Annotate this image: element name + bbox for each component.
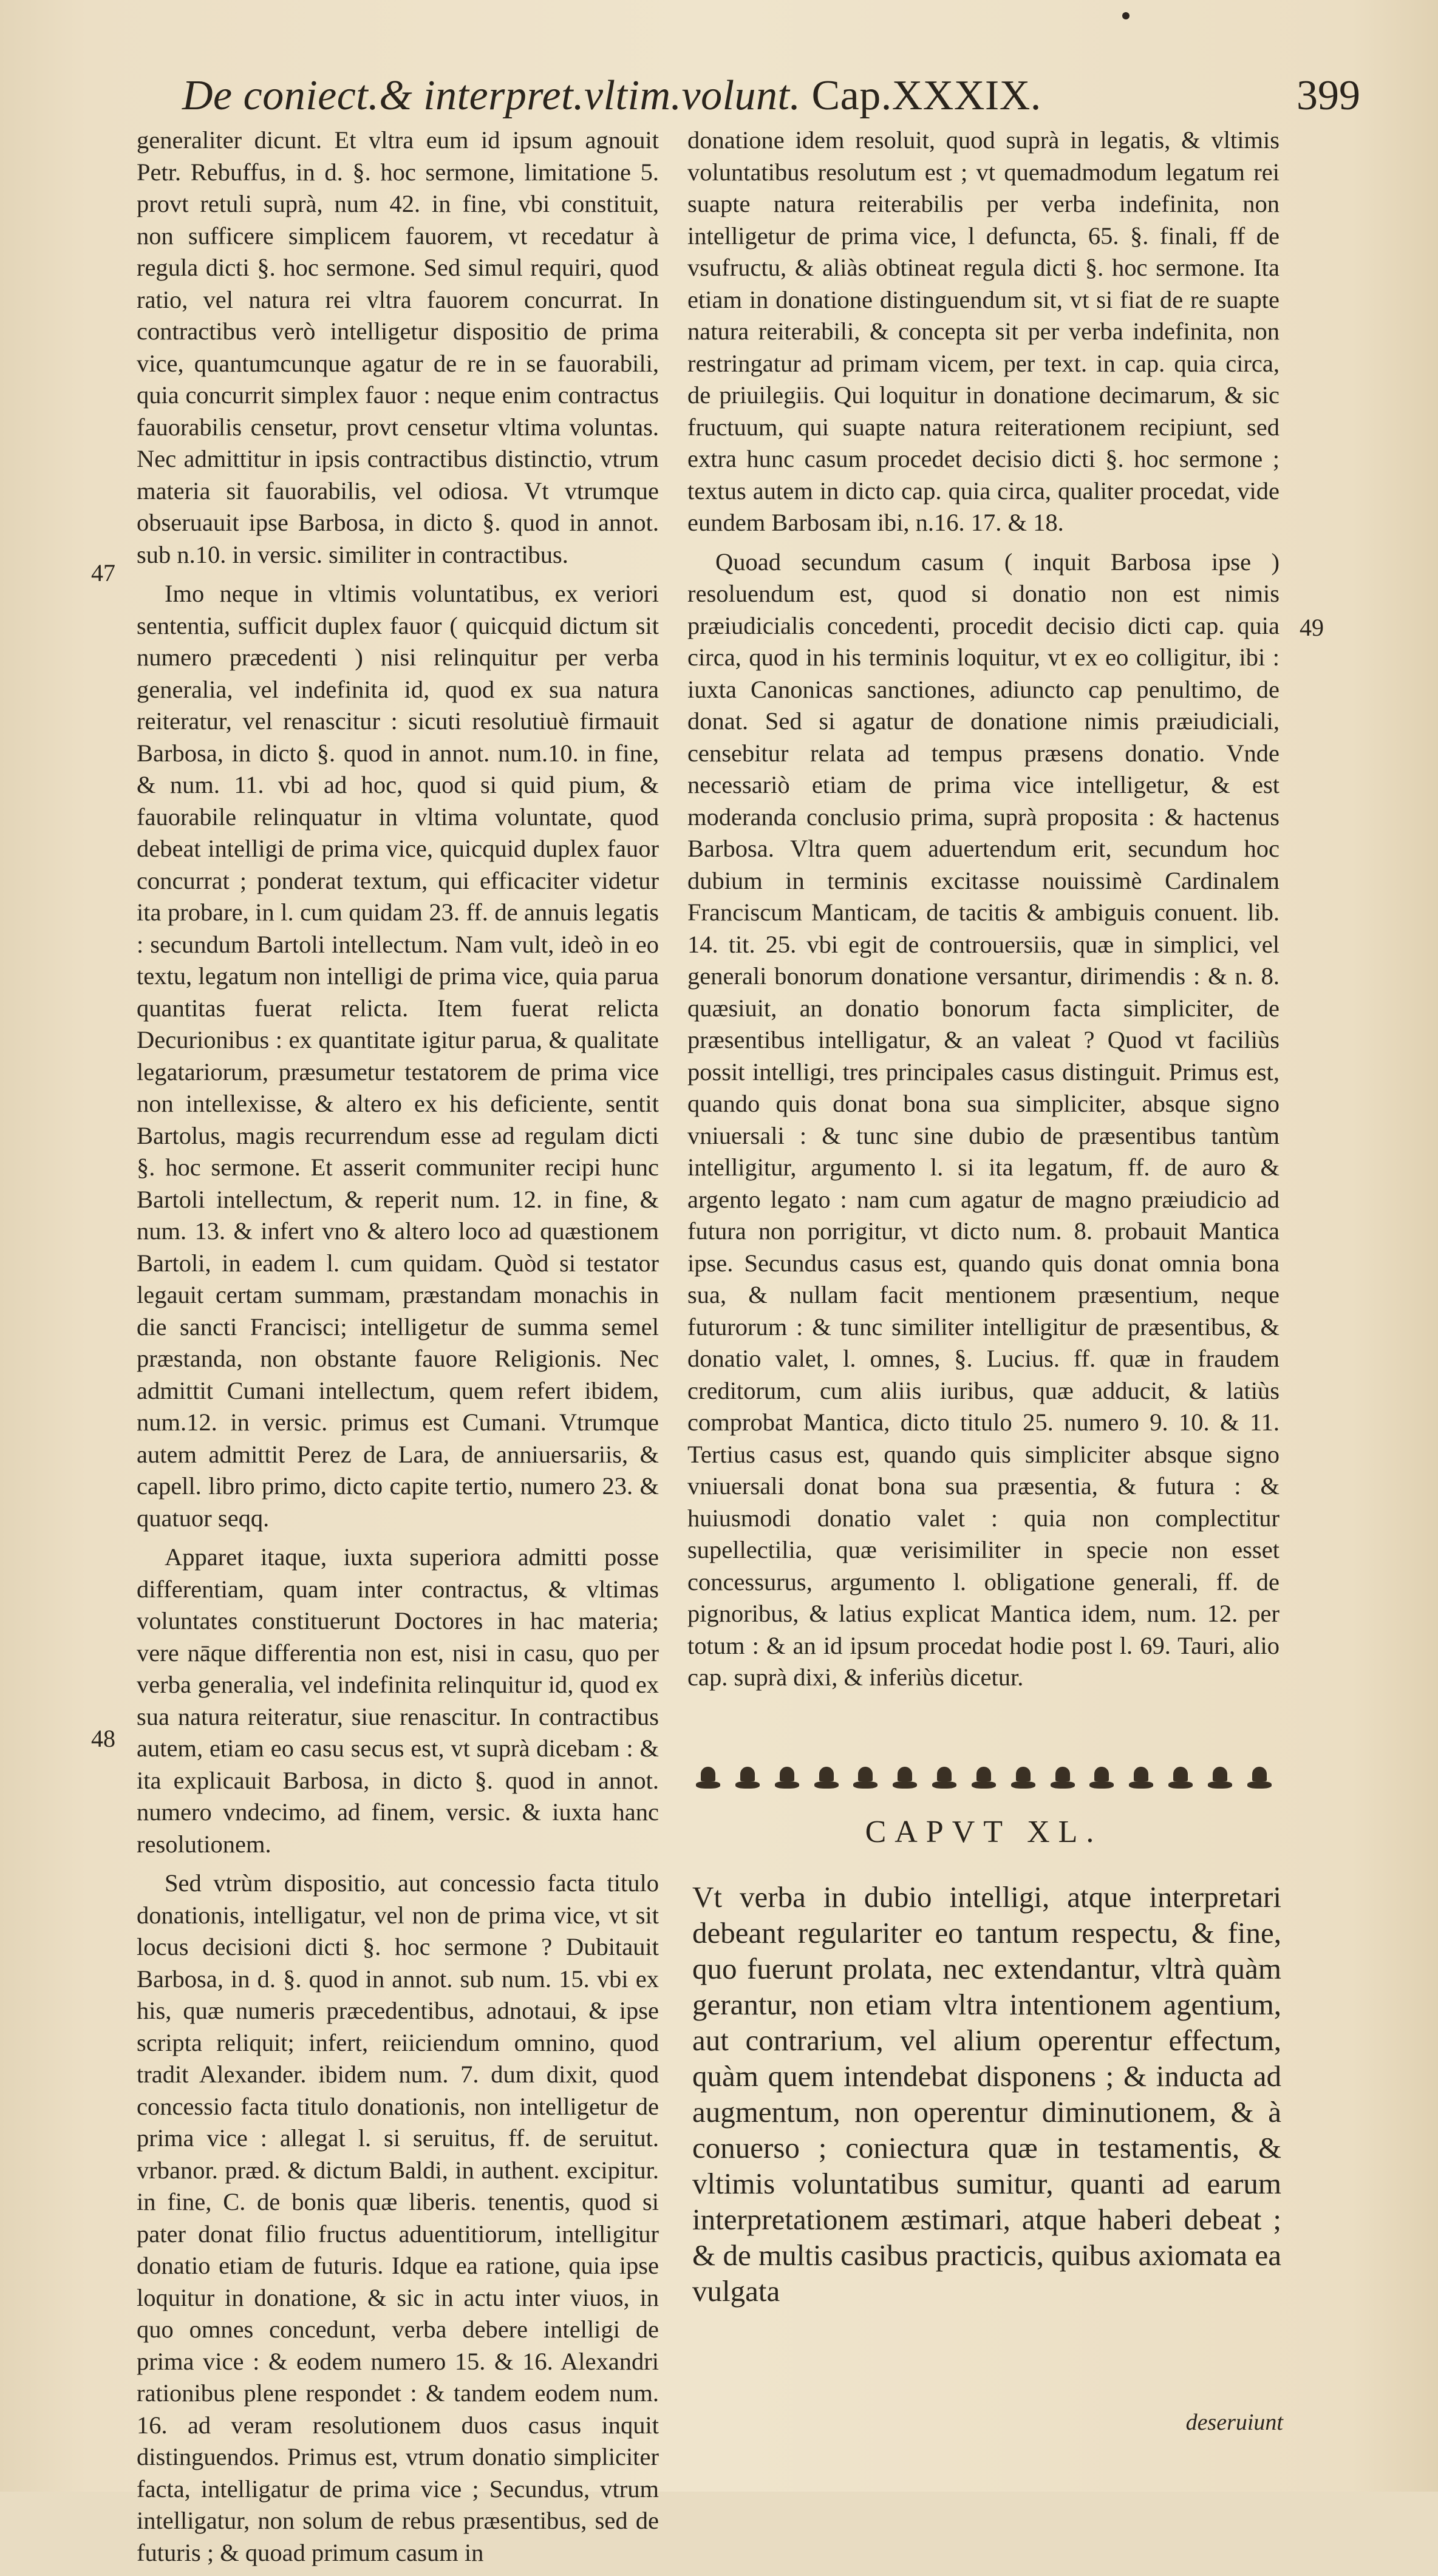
fleuron-icon: [1204, 1764, 1236, 1793]
fleuron-icon: [1007, 1764, 1039, 1793]
page-number: 399: [1297, 72, 1360, 119]
paragraph: donatione idem resoluit, quod suprà in legatis, & vltimis voluntatibus resolutum est ; vt quemadmodum legatum rei suapte natura reiterabilis per verba indefinita, non intelligetur de prima vice, l defuncta, 65. §. finali, ff de vsufructu, & aliàs obtineat regula dicti §. hoc sermone. Ita etiam in donatione distinguendum sit, vt si fiat de re suapte natura reiterabili, & concepta sit per verba indefinita, non restringatur ad primam vicem, per text. in cap. quia circa, de priuilegiis. Qui loquitur in donatione decimarum, & sic fructuum, qui suapte natura reiterationem recipiunt, sed extra hunc casum procedet decisio dicti §. hoc sermone ; textus autem in dicto cap. quia circa, qualiter procedat, vide eundem Barbosam ibi, n.16. 17. & 18.: [687, 126, 1280, 536]
paragraph: Imo neque in vltimis voluntatibus, ex veriori sententia, sufficit duplex fauor ( quicquid dictum sit numero præcedenti ) nisi relinquitur per verba generalia, vel indefinita id, quod ex sua natura reiteratur, vel renascitur : sicuti resolutiuè firmauit Barbosa, in dicto §. quod in annot. num.10. in fine, & num. 11. vbi ad hoc, quod si quid pium, & fauorabile relinquatur in vltima voluntate, quod debeat intelligi de prima vice, quicquid duplex fauor concurrat ; ponderat textum, qui efficaciter videtur ita probare, in l. cum quidam 23. ff. de annuis legatis : secundum Bartoli intellectum. Nam vult, ideò in eo textu, legatum non intelligi de prima vice, quia parua quantitas fuerat relicta. Item fuerat relicta Decurionibus : ex quantitate igitur parua, & qualitate legatariorum, præsumetur testatorem de prima vice non intellexisse, & altero ex his deficiente, sentit Bartolus, magis recurrendum esse ad regulam dicti §. hoc sermone. Et asserit communiter recipi hunc Bartoli intellectum, & reperit num. 12. in fine, & num. 13. & infert vno & altero loco ad quæstionem Bartoli, in eadem l. cum quidam. Quòd si testator legauit certam summam, præstandam monachis in die sancti Francisci; intelligetur de summa semel præstanda, non obstante fauore Religionis. Nec admittit Cumani intellectum, quem refert ibidem, num.12. in versic. primus est Cumani. Vtrumque autem admittit Perez de Lara, de anniuersariis, & capell. libro primo, dicto capite tertio, numero 23. & quatuor seqq.: [137, 580, 659, 1532]
fleuron-icon: [850, 1764, 881, 1793]
paragraph: Sed vtrùm dispositio, aut concessio facta titulo donationis, intelligatur, vel non de prima vice, vt sit locus decisioni dicti §. hoc sermone ? Dubitauit Barbosa, in d. §. quod in annot. sub num. 15. vbi ex his, quæ numeris præcedentibus, adnotaui, & ipse scripta reliquit; infert, reiiciendum omnino, quod tradit Alexander. ibidem num. 7. dum dixit, quod concessio facta titulo donationis, non intelligetur de prima vice : allegat l. si seruitus, ff. de seruitut. vrbanor. præd. & dictum Baldi, in authent. excipitur. in fine, C. de bonis quæ liberis. tenentis, quod si pater donat filio fructus aduentitiorum, intelligitur donatio etiam de futuris. Idque ea ratione, quia ipse loquitur in donatione, & sic in actu inter viuos, in quo omnes concedunt, verba debere intelligi de prima vice : & eodem numero 15. & 16. Alexandri rationibus plene respondet : & tandem eodem num. 16. ad veram resolutionem duos casus inquit distinguendos. Primus est, vtrum donatio simpliciter facta, intelligatur de prima vice ; Secundus, vtrum intelligatur, non solum de rebus præsentibus, sed de futuris ; & quoad primum casum in: [137, 1869, 659, 2566]
paragraph: generaliter dicunt. Et vltra eum id ipsum agnouit Petr. Rebuffus, in d. §. hoc sermone, limitatione 5. provt retuli suprà, num 42. in fine, vbi constituit, non sufficere simplicem fauorem, vt recedatur à regula dicti §. hoc sermone. Sed simul requiri, quod ratio, vel natura rei vltra fauorem concurrat. In contractibus verò intelligetur dispositio de prima vice, quantumcunque agatur de re in se fauorabili, quia concurrit simplex fauor : neque enim contractus fauorabilis censetur, provt censetur vltima voluntas. Nec admittitur in ipsis contractibus distinctio, vtrum materia sit fauorabilis, vel odiosa. Vt vtrumque obseruauit ipse Barbosa, in dicto §. quod in annot. sub n.10. in versic. similiter in contractibus.: [137, 126, 659, 568]
right-column: [687, 124, 1280, 1701]
fleuron-icon: [1125, 1764, 1157, 1793]
ink-speck: [1122, 12, 1130, 19]
fleuron-icon: [1047, 1764, 1078, 1793]
paragraph: Apparet itaque, iuxta superiora admitti posse differentiam, quam inter contractus, & vltimas voluntates constituerunt Doctores in hac materia; vere nāque differentia non est, nisi in casu, quo per verba generalia, vel indefinita relinquitur id, quod ex sua natura reiteratur, siue renascitur. In contractibus autem, etiam eo casu secus est, vt suprà dicebam : & ita explicauit Barbosa, in dicto §. quod in annot. numero vndecimo, ad finem, versic. & iuxta hanc resolutionem.: [137, 1543, 659, 1858]
ornament-band: [692, 1761, 1275, 1797]
chapter-summary: Vt verba in dubio intelligi, atque interpretari debeant regulariter eo tantum respectu, & fine, quo fuerunt prolata, nec extendantur, vltrà quàm gerantur, non etiam vltra intentionem agentium, aut contrarium, vel alium operentur effectum, quàm quem intendebat disponens ; & inducta ad augmentum, non operentur diminutionem, & à conuerso ; coniectura quæ in testamentis, & vltimis voluntatibus sumitur, quanti ad earum interpretationem æstimari, atque haberi debeat ; & de multis casibus practicis, quibus axiomata ea vulgata: [692, 1880, 1281, 2308]
fleuron-icon: [692, 1764, 724, 1793]
margin-number-49: 49: [1300, 614, 1324, 641]
fleuron-icon: [732, 1764, 763, 1793]
chapter-reference: Cap.XXXIX.: [811, 72, 1041, 119]
left-column: [137, 124, 659, 2576]
paragraph: Quoad secundum casum ( inquit Barbosa ipse ) resoluendum est, quod si donatio non est nimis præiudicialis concedenti, procedit decisio dicti cap. quia circa, quod in his terminis loquitur, vt ex eo colligitur, ibi : iuxta Canonicas sanctiones, adiuncto cap penultimo, de donat. Sed si agatur de donatione nimis præiudiciali, censebitur relata ad tempus præsens donatio. Vnde necessariò etiam de prima vice intelligetur, & est moderanda conclusio prima, suprà proposita : & hactenus Barbosa. Vltra quem aduertendum erit, secundum hoc dubium in terminis excitasse nouissimè Cardinalem Franciscum Manticam, de tacitis & ambiguis conuent. lib. 14. tit. 25. vbi egit de controuersiis, quæ in simplici, vel generali bonorum donatione versantur, dirimendis : & n. 8. quæsiuit, an donatio bonorum facta simpliciter, de præsentibus intelligatur, & an valeat ? Quod vt faciliùs possit intelligi, tres principales casus distinguit. Primus est, quando quis donat bona sua simpliciter, absque signo vniuersali : & tunc sine dubio de præsentibus tantùm intelligitur, argumento l. si ita legatum, ff. de auro & argento legato : nam cum agatur de magno præiudicio ad futura non porrigitur, vt dicto num. 8. probauit Mantica ipse. Secundus casus est, quando quis donat omnia bona sua, & nullam facit mentionem præsentium, neque futurorum : & tunc similiter intelligitur de præsentibus, & donatio valet, l. omnes, §. Lucius. ff. quæ in fraudem creditorum, cum aliis iuribus, quæ adducit, & latiùs comprobat Mantica, dicto titulo 25. numero 9. 10. & 11. Tertius casus est, quando quis simpliciter absque signo vniuersali donat bona sua præsentia, & futura : & huiusmodi donatio valet : quia non complectitur supellectilia, quæ verisimiliter in specie non esset concessurus, argumento l. obligatione generali, ff. de pignoribus, & latius explicat Mantica idem, num. 12. per totum : & an id ipsum procedat hodie post l. 69. Tauri, alio cap. suprà dixi, & inferiùs dicetur.: [687, 548, 1280, 1691]
fleuron-icon: [1165, 1764, 1196, 1793]
running-title: [182, 72, 1041, 120]
margin-number-48: 48: [91, 1725, 115, 1752]
fleuron-icon: [889, 1764, 921, 1793]
catchword: deseruiunt: [1185, 2410, 1283, 2435]
margin-number-47: 47: [91, 559, 115, 586]
chapter-title: CAPVT XL.: [865, 1815, 1103, 1849]
running-title-text: De coniect.& interpret.vltim.volunt.: [182, 72, 801, 119]
fleuron-icon: [811, 1764, 842, 1793]
fleuron-icon: [929, 1764, 960, 1793]
fleuron-icon: [1244, 1764, 1275, 1793]
fleuron-icon: [771, 1764, 803, 1793]
fleuron-icon: [968, 1764, 1000, 1793]
fleuron-icon: [1086, 1764, 1117, 1793]
page-header: [182, 72, 1360, 120]
